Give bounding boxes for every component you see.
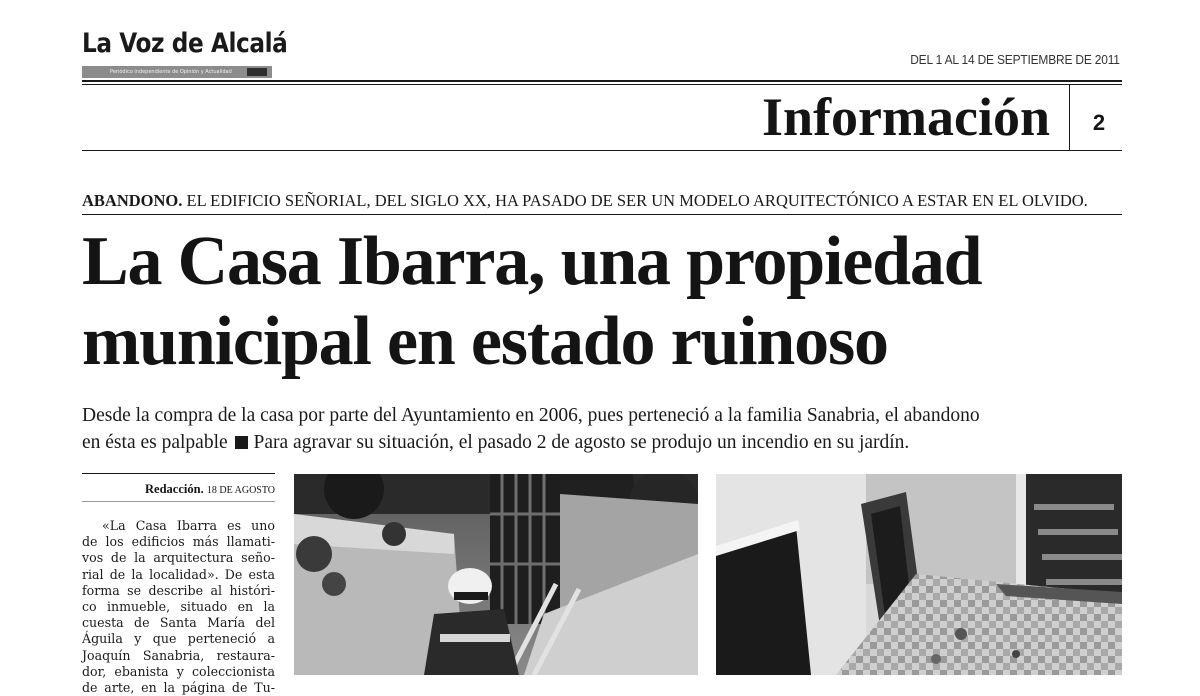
- subheadline-part: Para agravar su situación, el pasado 2 de agosto se produjo un incendio en su jardín.: [253, 432, 910, 453]
- article-line: Joaquín Sanabria, restaura-: [82, 647, 275, 663]
- byline-rule: [82, 473, 275, 474]
- byline-date: 18 DE AGOSTO: [206, 485, 275, 496]
- article-body: [82, 518, 275, 696]
- issue-date: DEL 1 AL 14 DE SEPTIEMBRE DE 2011: [910, 52, 1120, 67]
- byline-author: Redacción.: [145, 482, 204, 496]
- fire-rescue-photo: [294, 474, 698, 675]
- interior-courtyard-photo: [716, 474, 1122, 675]
- headline-line: La Casa Ibarra, una propiedad: [82, 223, 982, 300]
- article-line: cuesta de Santa María del: [82, 615, 275, 631]
- section-title: Información: [762, 87, 1050, 147]
- article-line: co inmueble, situado en la: [82, 599, 275, 615]
- square-bullet-icon: [235, 436, 248, 449]
- byline: [82, 482, 275, 497]
- article-line: «La Casa Ibarra es uno: [102, 518, 275, 533]
- kicker-label: ABANDONO.: [82, 191, 183, 210]
- subheadline-part: en ésta es palpable: [82, 432, 228, 453]
- byline-rule-bottom: [82, 501, 275, 502]
- article-line: de los edificios más llamati-: [82, 534, 275, 550]
- masthead-rule: [82, 80, 1122, 82]
- logo-tagline-bar: Periódico independiente de Opinión y Actualidad: [82, 66, 272, 78]
- section-rule: [82, 150, 1122, 151]
- article-line: rial de la localidad». De esta: [82, 566, 275, 582]
- subheadline-line: Desde la compra de la casa por parte del Ayuntamiento en 2006, pues perteneció a la familia Sanabria, el abandono: [82, 405, 980, 426]
- subheadline-line-2: [82, 429, 1142, 456]
- kicker: [82, 191, 1088, 211]
- article-line: de arte, en la página de Tu-: [82, 680, 275, 696]
- page-number: 2: [1092, 110, 1106, 135]
- interior-courtyard-illustration: [716, 474, 1122, 675]
- headline: [82, 222, 1142, 382]
- logo-badge-icon: [247, 68, 267, 76]
- article-line: vos de la arquitectura seño-: [82, 550, 275, 566]
- kicker-text: EL EDIFICIO SEÑORIAL, DEL SIGLO XX, HA PASADO DE SER UN MODELO ARQUITECTÓNICO A ESTAR EN EL OLVIDO.: [186, 191, 1088, 210]
- article-line: dor, ebanista y coleccionista: [82, 663, 275, 679]
- headline-line: municipal en estado ruinoso: [82, 303, 888, 380]
- article-line: forma se describe al históri-: [82, 582, 275, 598]
- kicker-rule: [82, 214, 1122, 215]
- subheadline: [82, 402, 1142, 456]
- section-divider: [1069, 84, 1070, 150]
- article-line: Águila y que perteneció a: [82, 631, 275, 647]
- newspaper-logo: La Voz de Alcalá: [82, 28, 288, 59]
- fire-rescue-illustration: [294, 474, 698, 675]
